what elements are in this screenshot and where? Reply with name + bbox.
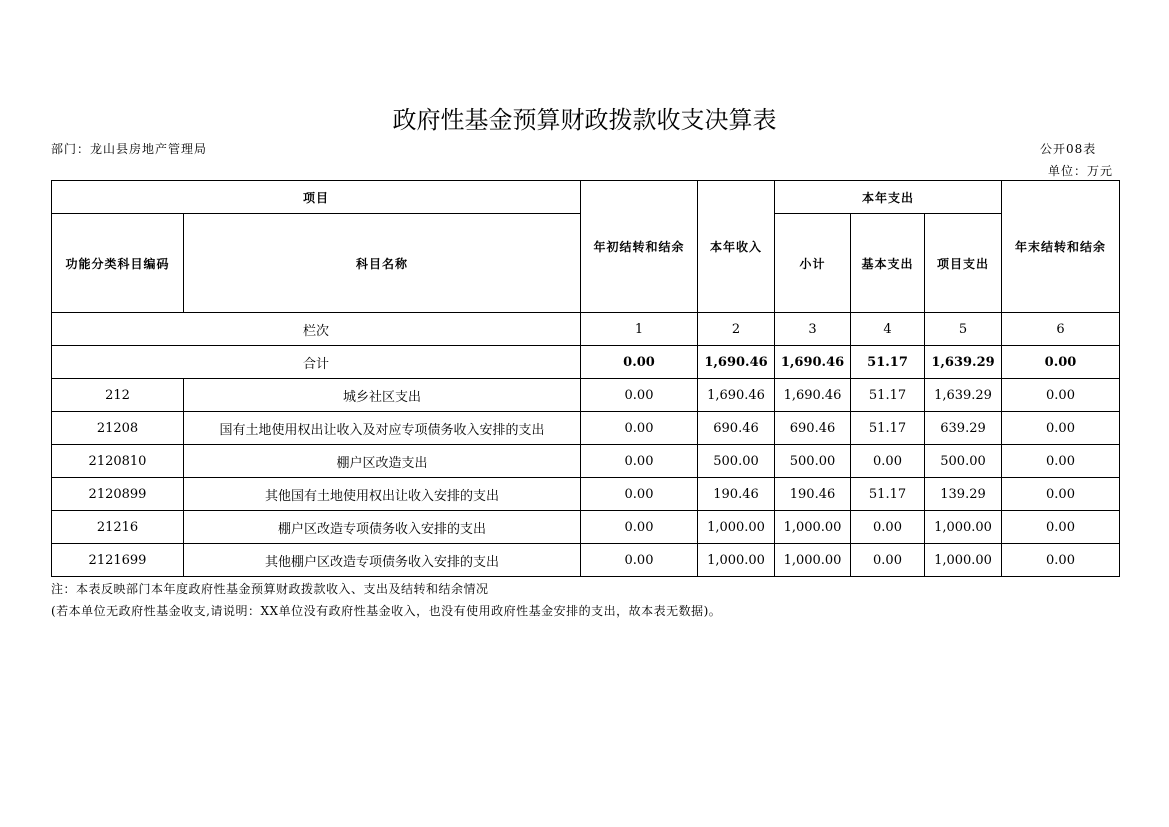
header-item: 项目 <box>52 181 581 214</box>
value-cell: 51.17 <box>851 379 925 412</box>
value-cell: 0.00 <box>1002 445 1120 478</box>
value-cell: 1,000.00 <box>698 544 775 577</box>
column-index: 1 <box>581 313 698 346</box>
value-cell: 0.00 <box>851 544 925 577</box>
table-row <box>52 544 1120 577</box>
header-func-code: 功能分类科目编码 <box>52 214 184 313</box>
code-cell: 21208 <box>52 412 184 445</box>
value-cell: 1,000.00 <box>698 511 775 544</box>
name-cell: 其他棚户区改造专项债务收入安排的支出 <box>184 544 581 577</box>
value-cell: 1,000.00 <box>775 511 851 544</box>
value-cell: 51.17 <box>851 478 925 511</box>
value-cell: 139.29 <box>925 478 1002 511</box>
value-cell: 1,000.00 <box>775 544 851 577</box>
page-title: 政府性基金预算财政拨款收支决算表 <box>392 106 777 134</box>
value-cell: 0.00 <box>1002 544 1120 577</box>
value-cell: 1,639.29 <box>925 379 1002 412</box>
value-cell: 0.00 <box>581 379 698 412</box>
value-cell: 0.00 <box>581 412 698 445</box>
name-cell: 棚户区改造专项债务收入安排的支出 <box>184 511 581 544</box>
value-cell: 1,000.00 <box>925 511 1002 544</box>
value-cell: 51.17 <box>851 412 925 445</box>
value-cell: 0.00 <box>851 511 925 544</box>
column-index-label: 栏次 <box>52 313 581 346</box>
value-cell: 190.46 <box>698 478 775 511</box>
table-row <box>52 445 1120 478</box>
value-cell: 0.00 <box>581 511 698 544</box>
value-cell: 500.00 <box>775 445 851 478</box>
column-index: 3 <box>775 313 851 346</box>
total-label: 合计 <box>52 346 581 379</box>
name-cell: 棚户区改造支出 <box>184 445 581 478</box>
value-cell: 0.00 <box>1002 511 1120 544</box>
column-index: 5 <box>925 313 1002 346</box>
value-cell: 500.00 <box>925 445 1002 478</box>
total-cell: 1,690.46 <box>698 346 775 379</box>
budget-table <box>51 180 1120 577</box>
value-cell: 0.00 <box>1002 412 1120 445</box>
value-cell: 1,690.46 <box>698 379 775 412</box>
code-cell: 2120899 <box>52 478 184 511</box>
header-project: 项目支出 <box>925 214 1002 313</box>
code-cell: 2120810 <box>52 445 184 478</box>
value-cell: 639.29 <box>925 412 1002 445</box>
header-expenditure: 本年支出 <box>775 181 1002 214</box>
table-row <box>52 511 1120 544</box>
value-cell: 690.46 <box>775 412 851 445</box>
footnote: (若本单位无政府性基金收支,请说明：XX单位没有政府性基金收入，也没有使用政府性基金安排的支出，故本表无数据)。 <box>51 604 722 618</box>
table-row <box>52 412 1120 445</box>
value-cell: 0.00 <box>581 544 698 577</box>
table-row <box>52 379 1120 412</box>
value-cell: 0.00 <box>1002 379 1120 412</box>
name-cell: 国有土地使用权出让收入及对应专项债务收入安排的支出 <box>184 412 581 445</box>
value-cell: 690.46 <box>698 412 775 445</box>
name-cell: 城乡社区支出 <box>184 379 581 412</box>
column-index: 4 <box>851 313 925 346</box>
total-cell: 1,639.29 <box>925 346 1002 379</box>
value-cell: 0.00 <box>581 478 698 511</box>
value-cell: 1,690.46 <box>775 379 851 412</box>
column-index-row <box>52 313 1120 346</box>
department-label: 部门：龙山县房地产管理局 <box>51 142 208 156</box>
header-end-balance: 年末结转和结余 <box>1002 181 1120 313</box>
name-cell: 其他国有土地使用权出让收入安排的支出 <box>184 478 581 511</box>
total-cell: 51.17 <box>851 346 925 379</box>
code-cell: 212 <box>52 379 184 412</box>
value-cell: 1,000.00 <box>925 544 1002 577</box>
value-cell: 190.46 <box>775 478 851 511</box>
code-cell: 21216 <box>52 511 184 544</box>
total-cell: 0.00 <box>581 346 698 379</box>
unit-label: 单位：万元 <box>1048 164 1114 178</box>
header-subtotal: 小计 <box>775 214 851 313</box>
header-subject-name: 科目名称 <box>184 214 581 313</box>
value-cell: 500.00 <box>698 445 775 478</box>
total-cell: 0.00 <box>1002 346 1120 379</box>
column-index: 2 <box>698 313 775 346</box>
value-cell: 0.00 <box>851 445 925 478</box>
total-cell: 1,690.46 <box>775 346 851 379</box>
column-index: 6 <box>1002 313 1120 346</box>
header-basic: 基本支出 <box>851 214 925 313</box>
header-begin-balance: 年初结转和结余 <box>581 181 698 313</box>
table-number: 公开08表 <box>1040 142 1097 156</box>
footnote: 注：本表反映部门本年度政府性基金预算财政拨款收入、支出及结转和结余情况 <box>51 582 489 596</box>
value-cell: 0.00 <box>1002 478 1120 511</box>
table-row <box>52 478 1120 511</box>
total-row <box>52 346 1120 379</box>
code-cell: 2121699 <box>52 544 184 577</box>
value-cell: 0.00 <box>581 445 698 478</box>
header-income: 本年收入 <box>698 181 775 313</box>
